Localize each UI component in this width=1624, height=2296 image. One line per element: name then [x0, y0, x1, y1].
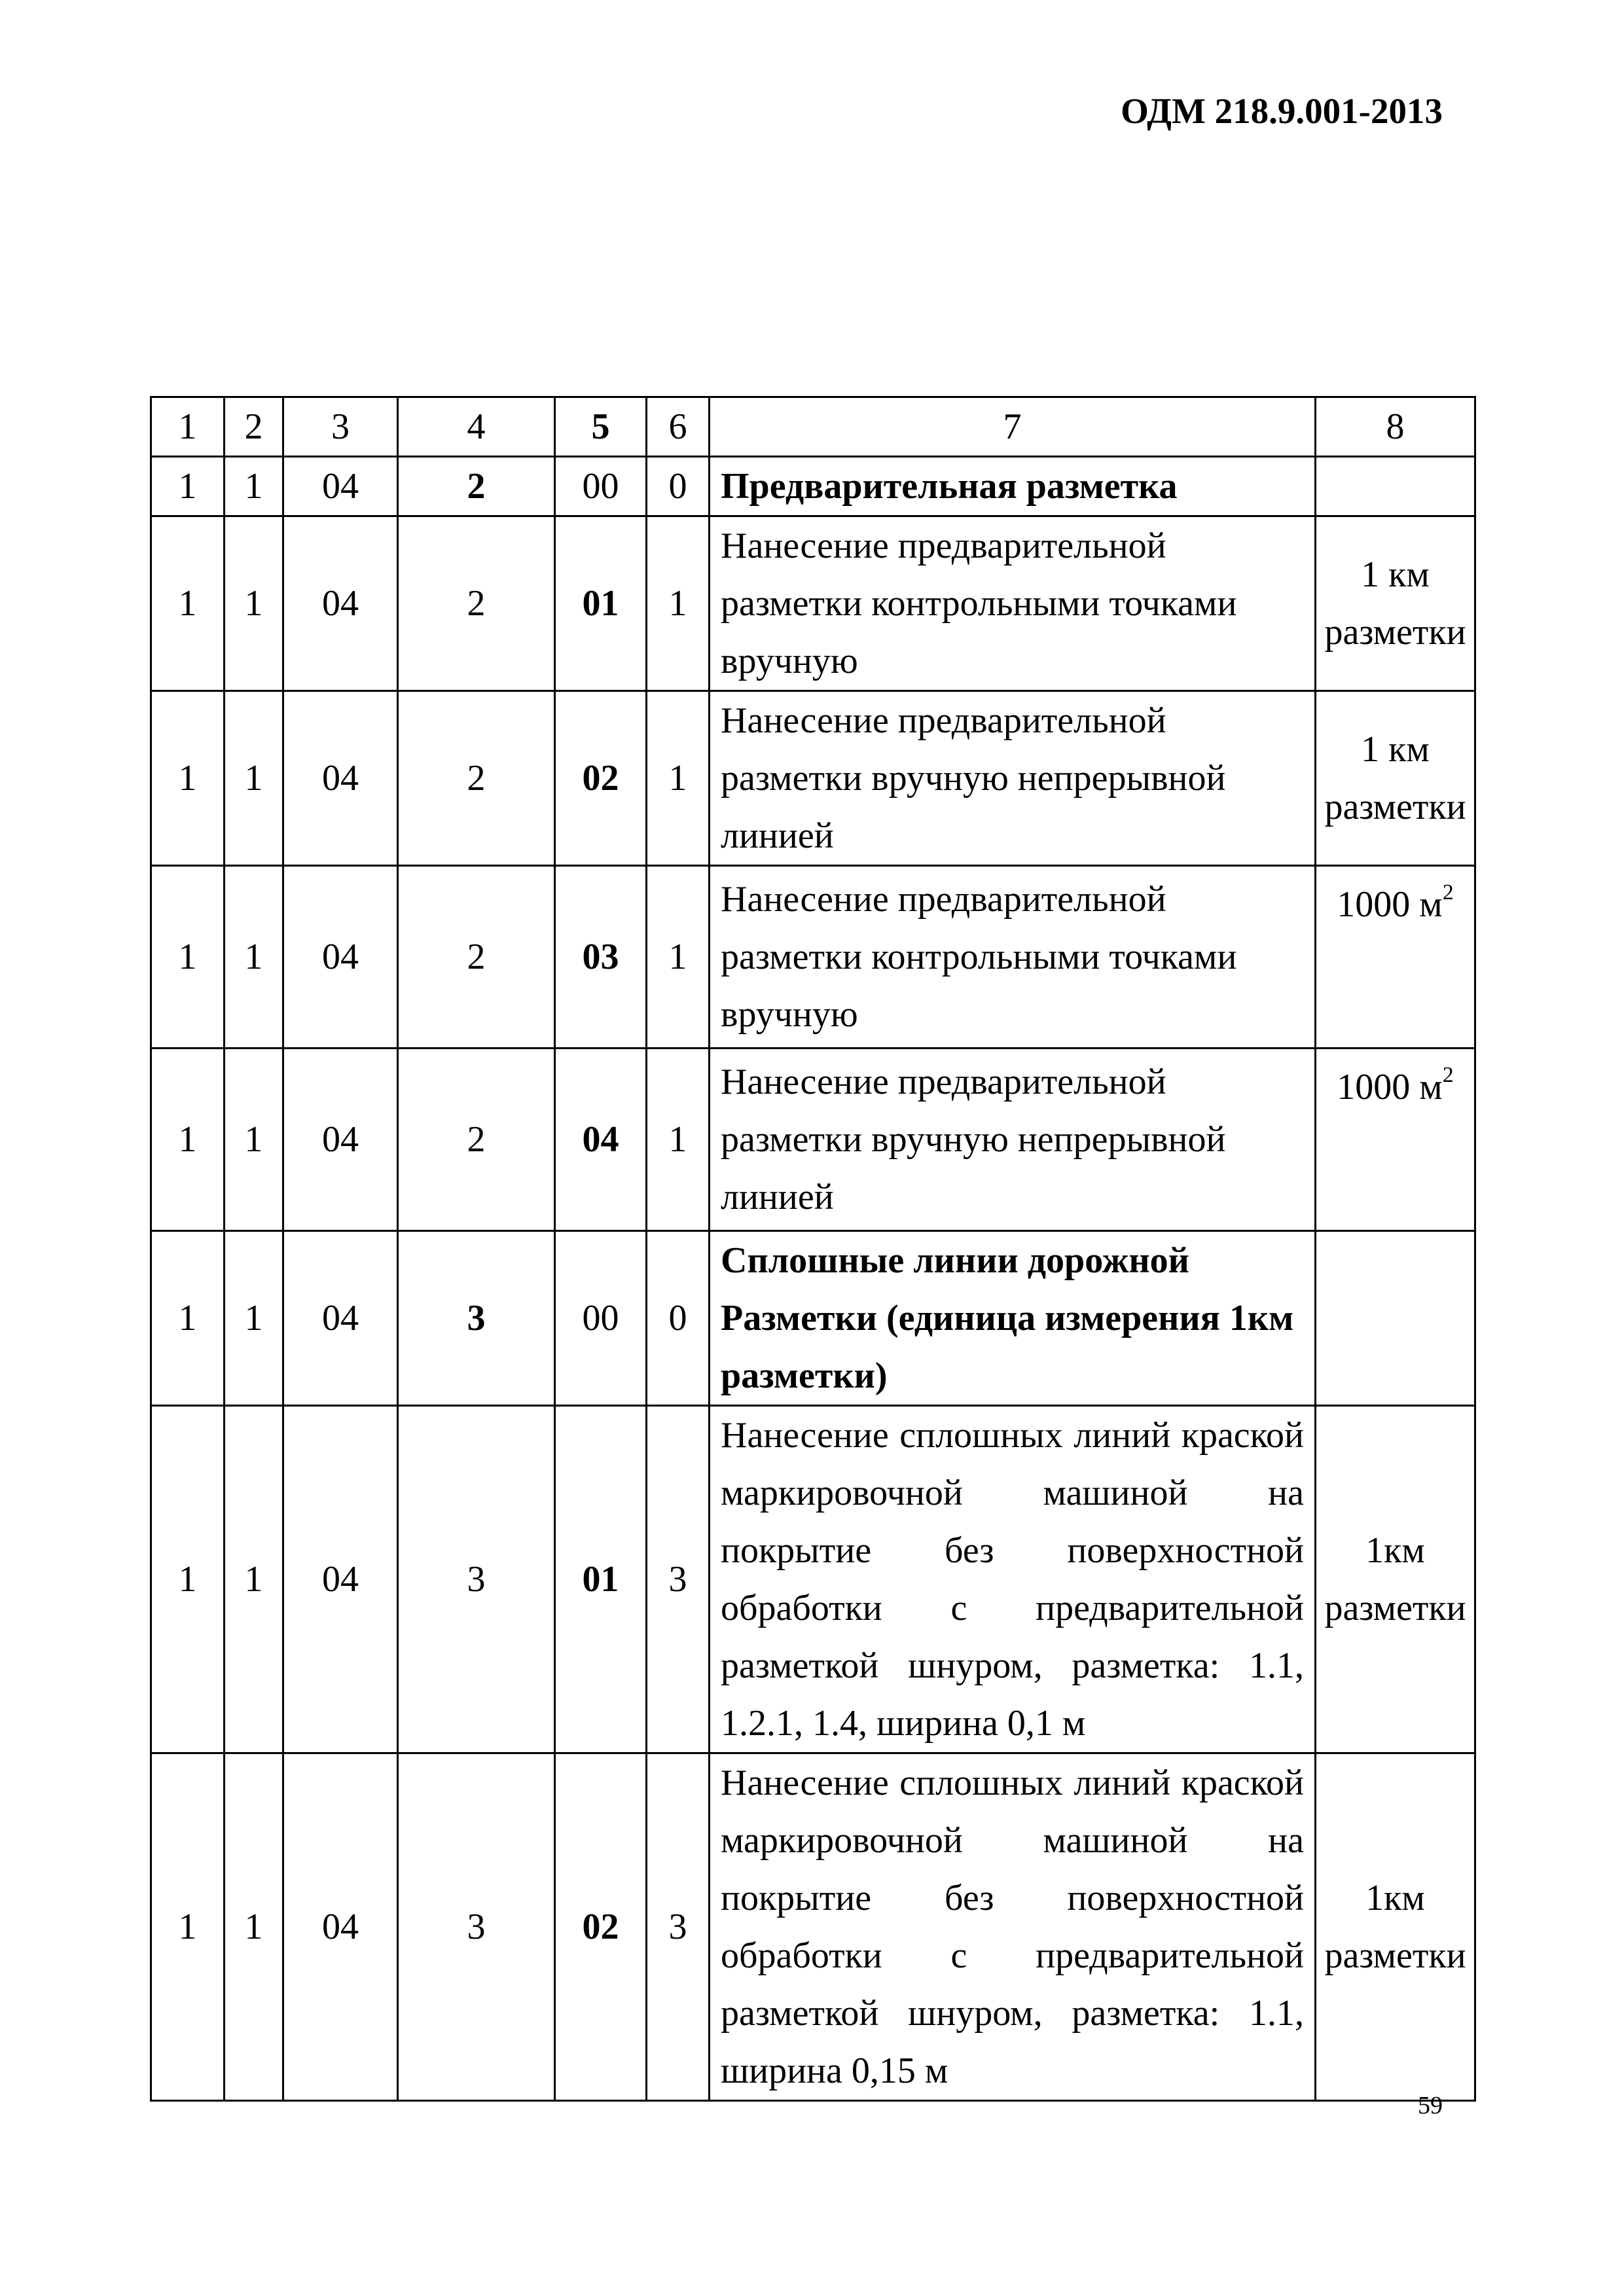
unit-cell — [1316, 866, 1475, 1049]
code-cell: 2 — [398, 516, 555, 691]
code-cell: 1 — [647, 1049, 710, 1231]
document-code: ОДМ 218.9.001-2013 — [1121, 91, 1443, 131]
unit-cell: 1км разметки — [1316, 1406, 1475, 1753]
code-cell: 04 — [283, 866, 398, 1049]
code-cell: 04 — [283, 1231, 398, 1406]
classification-table — [150, 396, 1476, 2102]
unit-cell — [1316, 1049, 1475, 1231]
code-cell: 01 — [555, 516, 647, 691]
header-cell: 6 — [647, 397, 710, 457]
table-row — [151, 866, 1475, 1049]
code-cell: 1 — [225, 1406, 283, 1753]
header-cell: 5 — [555, 397, 647, 457]
unit-superscript: 2 — [1442, 880, 1454, 905]
header-cell: 4 — [398, 397, 555, 457]
code-cell: 04 — [283, 1406, 398, 1753]
code-cell: 04 — [555, 1049, 647, 1231]
header-cell: 7 — [710, 397, 1316, 457]
code-cell: 2 — [398, 691, 555, 866]
unit-cell: 1 км разметки — [1316, 516, 1475, 691]
code-cell: 1 — [647, 516, 710, 691]
unit-cell — [1316, 1231, 1475, 1406]
code-cell: 3 — [647, 1406, 710, 1753]
code-cell: 04 — [283, 1049, 398, 1231]
code-cell: 00 — [555, 1231, 647, 1406]
code-cell: 3 — [647, 1753, 710, 2101]
description-cell: Нанесение сплошных линий краской маркировочной машиной на покрытие без поверхностной обработки с предварительной разметкой шнуром, разметка: 1.1, 1.2.1, 1.4, ширина 0,1 м — [710, 1406, 1316, 1753]
header-cell: 8 — [1316, 397, 1475, 457]
code-cell: 1 — [151, 1753, 225, 2101]
unit-text: 1000 м — [1337, 1067, 1443, 1107]
description-cell: Нанесение предварительной разметки вручную непрерывной линией — [710, 1049, 1316, 1231]
code-cell: 1 — [151, 457, 225, 516]
table-header-row — [151, 397, 1475, 457]
unit-text: 1000 м — [1337, 884, 1443, 925]
code-cell: 2 — [398, 1049, 555, 1231]
page-number: 59 — [1418, 2092, 1443, 2119]
code-cell: 1 — [225, 1231, 283, 1406]
code-cell: 00 — [555, 457, 647, 516]
code-cell: 3 — [398, 1753, 555, 2101]
code-cell: 2 — [398, 457, 555, 516]
table-row — [151, 516, 1475, 691]
code-cell: 1 — [151, 691, 225, 866]
code-cell: 1 — [151, 1231, 225, 1406]
unit-cell: 1 км разметки — [1316, 691, 1475, 866]
code-cell: 1 — [647, 866, 710, 1049]
unit-superscript: 2 — [1442, 1063, 1454, 1087]
code-cell: 1 — [225, 457, 283, 516]
table-row — [151, 691, 1475, 866]
code-cell: 1 — [151, 1406, 225, 1753]
code-cell: 04 — [283, 516, 398, 691]
code-cell: 1 — [225, 1753, 283, 2101]
unit-cell: 1км разметки — [1316, 1753, 1475, 2101]
table-row — [151, 1231, 1475, 1406]
header-cell: 3 — [283, 397, 398, 457]
code-cell: 3 — [398, 1406, 555, 1753]
code-cell: 1 — [225, 516, 283, 691]
code-cell: 1 — [151, 1049, 225, 1231]
code-cell: 02 — [555, 691, 647, 866]
header-cell: 2 — [225, 397, 283, 457]
description-cell: Нанесение сплошных линий краской маркировочной машиной на покрытие без поверхностной обработки с предварительной разметкой шнуром, разметка: 1.1, ширина 0,15 м — [710, 1753, 1316, 2101]
code-cell: 0 — [647, 1231, 710, 1406]
code-cell: 04 — [283, 457, 398, 516]
code-cell: 03 — [555, 866, 647, 1049]
table-row — [151, 1049, 1475, 1231]
code-cell: 3 — [398, 1231, 555, 1406]
description-cell: Нанесение предварительной разметки вручную непрерывной линией — [710, 691, 1316, 866]
description-cell: Предварительная разметка — [710, 457, 1316, 516]
code-cell: 01 — [555, 1406, 647, 1753]
code-cell: 0 — [647, 457, 710, 516]
code-cell: 1 — [225, 866, 283, 1049]
description-cell: Нанесение предварительной разметки контрольными точками вручную — [710, 516, 1316, 691]
description-cell: Сплошные линии дорожной Разметки (единица измерения 1км разметки) — [710, 1231, 1316, 1406]
table-row — [151, 457, 1475, 516]
code-cell: 2 — [398, 866, 555, 1049]
code-cell: 02 — [555, 1753, 647, 2101]
unit-cell — [1316, 457, 1475, 516]
code-cell: 1 — [151, 866, 225, 1049]
code-cell: 1 — [151, 516, 225, 691]
code-cell: 1 — [647, 691, 710, 866]
header-cell: 1 — [151, 397, 225, 457]
code-cell: 1 — [225, 691, 283, 866]
code-cell: 04 — [283, 1753, 398, 2101]
table-row — [151, 1406, 1475, 1753]
code-cell: 04 — [283, 691, 398, 866]
description-cell: Нанесение предварительной разметки контрольными точками вручную — [710, 866, 1316, 1049]
table-row — [151, 1753, 1475, 2101]
code-cell: 1 — [225, 1049, 283, 1231]
